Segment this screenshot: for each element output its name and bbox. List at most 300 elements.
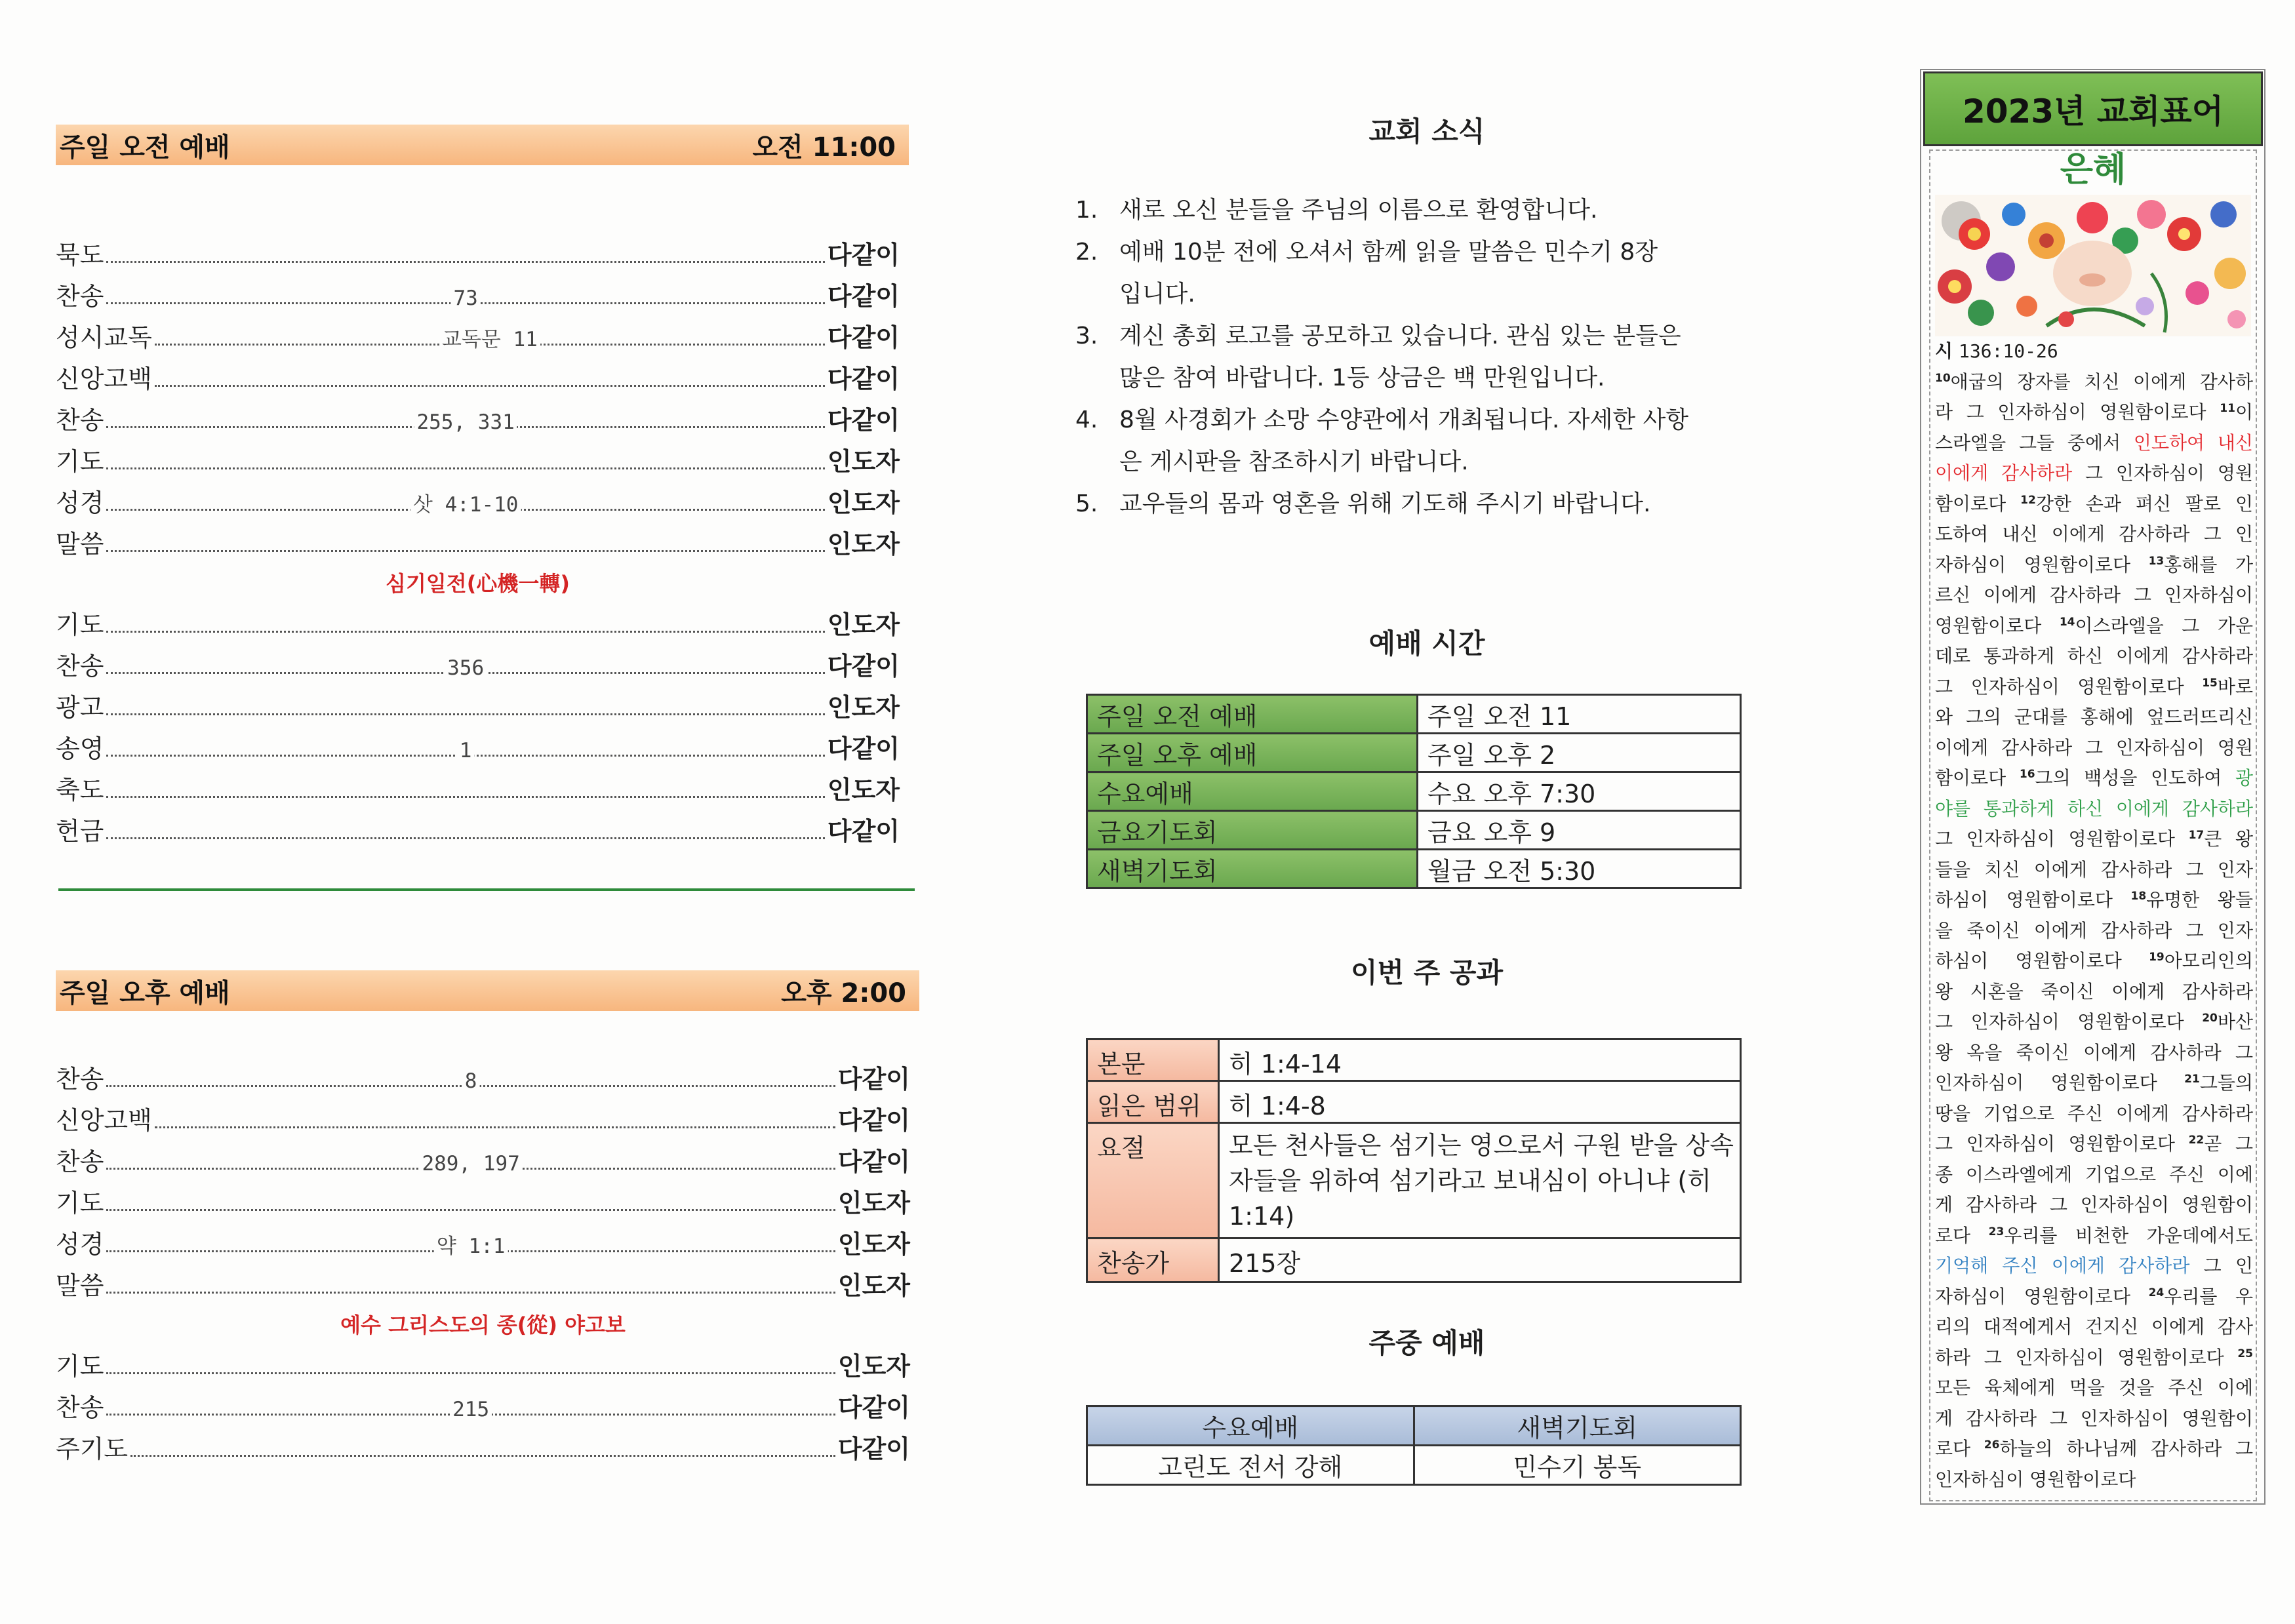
- dot-leader: [106, 1385, 835, 1426]
- order-item-detail: 289, 197: [419, 1153, 522, 1175]
- psalm-text-segment: 라 그 인자하심이 영원함이로다: [1935, 401, 2220, 423]
- psalm-line: [1935, 733, 2253, 764]
- psalm-line: [1935, 672, 2253, 703]
- leader-dots: [106, 631, 824, 633]
- order-item-leader: 다같이: [837, 1393, 910, 1422]
- verse-number: 13: [2148, 554, 2165, 568]
- psalm-line: [1935, 1251, 2253, 1282]
- news-text: 교우들의 몸과 영혼을 위해 기도해 주시기 바랍니다.: [1119, 490, 1651, 517]
- afternoon-service-time: 오후 2:00: [781, 978, 906, 1008]
- order-row: [56, 397, 900, 439]
- order-item-leader: 인도자: [827, 693, 900, 722]
- verse-number: 19: [2149, 951, 2165, 964]
- psalm-text-segment: 모든 육체에게 먹을 것을 주신 이에: [1935, 1377, 2253, 1398]
- dot-leader: [106, 480, 824, 521]
- order-item-leader: 인도자: [827, 530, 900, 559]
- psalm-line: [1935, 1129, 2253, 1160]
- dot-leader: [106, 273, 824, 315]
- afternoon-service-title: 주일 오후 예배: [60, 978, 230, 1008]
- order-item-leader: 다같이: [837, 1435, 910, 1463]
- psalm-text-segment: 땅을 기업으로 주신 이에게 감사하라: [1935, 1102, 2253, 1124]
- psalm-line: [1935, 367, 2253, 398]
- psalm-line: [1935, 1343, 2253, 1374]
- order-item-detail: 교독문 11: [439, 328, 540, 351]
- psalm-text-segment: 우리를 비천한 가운데에서도: [2004, 1224, 2253, 1246]
- psalm-text-segment: 종 이스라엘에게 기업으로 주신 이에: [1935, 1163, 2253, 1185]
- schedule-service: 주일 오후 예배: [1087, 734, 1418, 772]
- news-item: [1075, 189, 1688, 231]
- lesson-table: [1086, 1038, 1742, 1283]
- psalm-line: [1935, 580, 2253, 611]
- order-item-label: 찬송: [56, 406, 104, 435]
- schedule-service: 금요기도회: [1087, 811, 1418, 850]
- weekday-value: 고린도 전서 강해: [1087, 1446, 1414, 1485]
- psalm-line: [1935, 977, 2253, 1008]
- order-item-leader: 다같이: [827, 406, 900, 435]
- psalm-line: [1935, 1160, 2253, 1191]
- schedule-service: 수요예배: [1087, 772, 1418, 811]
- psalm-line: [1935, 1282, 2253, 1313]
- psalm-text-segment: 자하심이 영원함이로다: [1935, 553, 2149, 576]
- psalm-text-segment: 그 인자하심이 영원: [2072, 462, 2253, 484]
- lesson-verse: [1219, 1123, 1741, 1238]
- order-row: [56, 1221, 910, 1263]
- order-item-label: 송영: [56, 734, 104, 763]
- sermon-title-note: 심기일전(心機一轉): [386, 571, 570, 596]
- highlighted-text: 광: [2235, 767, 2253, 789]
- news-list: [1075, 189, 1688, 525]
- order-row: [56, 1180, 910, 1221]
- order-row: [56, 1343, 910, 1385]
- psalm-text-segment: 들을 치신 이에게 감사하라 그 인자: [1935, 858, 2253, 881]
- news-indent: [1075, 273, 1119, 315]
- order-item-leader: 다같이: [827, 817, 900, 846]
- news-title: 교회 소식: [1368, 115, 1485, 148]
- verse-number: 10: [1935, 371, 1951, 385]
- schedule-table: [1086, 694, 1742, 889]
- morning-service-header: [56, 125, 909, 165]
- verse-number: 23: [1988, 1225, 2005, 1238]
- lesson-hymn-label: 찬송가: [1087, 1238, 1219, 1282]
- verse-number: 11: [2220, 402, 2235, 415]
- order-row: [56, 232, 900, 273]
- dot-leader: [106, 1056, 835, 1098]
- morning-service-title: 주일 오전 예배: [60, 132, 230, 163]
- table-row: [1087, 695, 1741, 734]
- order-row: [56, 602, 900, 643]
- verse-number: 14: [2059, 615, 2075, 629]
- order-item-label: 찬송: [56, 282, 104, 311]
- news-item-continued: [1075, 357, 1688, 399]
- schedule-time: 월금 오전 5:30: [1418, 850, 1741, 888]
- verse-number: 21: [2184, 1073, 2200, 1086]
- psalm-line: [1935, 1190, 2253, 1221]
- order-item-label: 광고: [56, 693, 104, 722]
- psalm-reference: [1935, 336, 2253, 367]
- lesson-reading-label: 읽은 범위: [1087, 1081, 1219, 1123]
- order-row: [56, 808, 900, 850]
- leader-dots: [106, 550, 824, 552]
- psalm-text-segment: 게 감사하라 그 인자하심이 영원함이: [1935, 1194, 2253, 1216]
- news-indent: [1075, 357, 1119, 399]
- order-item-label: 말씀: [56, 530, 104, 559]
- news-item: [1075, 483, 1688, 525]
- dot-leader: [106, 808, 824, 850]
- psalm-text-segment: 그 인자하심이 영원함이로다: [1935, 1133, 2189, 1155]
- psalm-line: [1935, 916, 2253, 947]
- dot-leader: [106, 439, 824, 480]
- verse-number: 26: [1984, 1438, 2000, 1452]
- psalm-line: [1935, 641, 2253, 672]
- psalm-text-segment: 하심이 영원함이로다: [1935, 950, 2149, 972]
- order-item-label: 성경: [56, 1230, 104, 1259]
- verse-number: 12: [2020, 493, 2036, 507]
- news-text: 새로 오신 분들을 주님의 이름으로 환영합니다.: [1119, 197, 1598, 224]
- order-item-detail: 215: [450, 1398, 492, 1421]
- weekday-header: 수요예배: [1087, 1406, 1414, 1446]
- order-item-leader: 인도자: [827, 610, 900, 639]
- schedule-time: 주일 오후 2: [1418, 734, 1741, 772]
- psalm-text-segment: 함이로다: [1935, 767, 2020, 789]
- verse-number: 16: [2019, 768, 2035, 781]
- order-row: [56, 521, 900, 563]
- dot-leader: [106, 684, 824, 726]
- psalm-text-segment: 영원함이로다: [1935, 614, 2060, 637]
- psalm-text-segment: 이에게 감사하라 그 인자하심이 영원: [1935, 736, 2253, 759]
- psalm-line: [1935, 1221, 2253, 1252]
- psalm-line: [1935, 1312, 2253, 1343]
- highlighted-text: 기억해 주신 이에게 감사하라: [1935, 1255, 2190, 1277]
- psalm-text-segment: 바산: [2217, 1011, 2253, 1033]
- dot-leader: [155, 315, 825, 356]
- morning-order-list: [56, 232, 900, 850]
- order-item-leader: 다같이: [837, 1147, 910, 1176]
- psalm-text-segment: 홍해를 가: [2164, 553, 2253, 576]
- order-item-leader: 다같이: [827, 365, 900, 393]
- order-row: [56, 273, 900, 315]
- order-item-label: 기도: [56, 1189, 104, 1218]
- psalm-line: [1935, 885, 2253, 916]
- order-row: [56, 1098, 910, 1139]
- psalm-text-segment: 자하심이 영원함이로다: [1935, 1285, 2149, 1307]
- news-text: 계신 총회 로고를 공모하고 있습니다. 관심 있는 분들은: [1119, 323, 1681, 349]
- order-item-label: 기도: [56, 610, 104, 639]
- table-row: [1087, 850, 1741, 888]
- dot-leader: [106, 1180, 835, 1221]
- dot-leader: [106, 397, 824, 439]
- psalm-line: [1935, 1099, 2253, 1130]
- order-item-detail: 1: [457, 740, 475, 762]
- weekday-table: [1086, 1405, 1742, 1486]
- order-item-leader: 다같이: [837, 1106, 910, 1135]
- dot-leader: [106, 1139, 835, 1180]
- table-row: [1087, 734, 1741, 772]
- dot-leader: [106, 232, 824, 273]
- psalm-text-segment: 그 인: [2189, 1255, 2253, 1277]
- dot-leader: [106, 521, 824, 563]
- news-number: 5.: [1075, 490, 1098, 517]
- order-item-label: 기도: [56, 447, 104, 476]
- psalm-line: [1935, 1038, 2253, 1069]
- verse-number: 24: [2148, 1286, 2165, 1299]
- dot-leader: [106, 602, 824, 643]
- afternoon-order-list: [56, 1056, 910, 1467]
- psalm-text-segment: 와 그의 군대를 홍해에 엎드러뜨리신: [1935, 706, 2253, 728]
- verse-number: 25: [2237, 1347, 2253, 1360]
- dot-leader: [106, 767, 824, 808]
- psalm-text-segment: 바로: [2217, 675, 2253, 698]
- psalm-line: [1935, 458, 2253, 489]
- order-item-label: 찬송: [56, 652, 104, 681]
- psalm-text: [1935, 336, 2253, 1495]
- psalm-book: 시: [1935, 340, 1953, 362]
- dot-leader: [106, 726, 824, 767]
- order-row: [56, 1139, 910, 1180]
- order-item-leader: 다같이: [827, 652, 900, 681]
- psalm-text-segment: 리의 대적에게서 건지신 이에게 감사: [1935, 1316, 2253, 1337]
- news-number: 1.: [1075, 197, 1098, 224]
- lesson-reading: 히 1:4-8: [1219, 1081, 1741, 1123]
- news-item: [1075, 315, 1688, 357]
- psalm-text-segment: 곧 그: [2204, 1133, 2253, 1155]
- order-row: [56, 684, 900, 726]
- psalm-line: [1935, 550, 2253, 581]
- dot-leader: [106, 1343, 835, 1385]
- highlighted-text: 야를 통과하게 하신 이에게 감사하라: [1935, 797, 2253, 820]
- order-item-label: 성시교독: [56, 323, 152, 352]
- psalm-text-segment: 하심이 영원함이로다: [1935, 889, 2131, 911]
- psalm-line: [1935, 1434, 2253, 1465]
- schedule-service: 새벽기도회: [1087, 850, 1418, 888]
- verse-number: 20: [2202, 1012, 2218, 1025]
- schedule-title: 예배 시간: [1368, 627, 1485, 660]
- psalm-text-segment: 데로 통과하게 하신 이에게 감사하라: [1935, 645, 2253, 667]
- psalm-text-segment: 그들의: [2199, 1072, 2253, 1094]
- order-item-label: 묵도: [56, 241, 104, 269]
- psalm-line: [1935, 519, 2253, 550]
- order-row: [56, 1426, 910, 1467]
- verse-number: 15: [2202, 676, 2218, 690]
- news-text: 입니다.: [1119, 281, 1195, 307]
- order-item-leader: 다같이: [837, 1065, 910, 1094]
- psalm-text-segment: 인자하심이 영원함이로다: [1935, 1468, 2136, 1490]
- news-indent: [1075, 441, 1119, 483]
- psalm-text-segment: 유명한 왕들: [2146, 889, 2253, 911]
- news-item-continued: [1075, 441, 1688, 483]
- psalm-line: [1935, 946, 2253, 977]
- dot-leader: [106, 643, 824, 684]
- leader-dots: [106, 713, 824, 715]
- psalm-range: 136:10-26: [1958, 340, 2058, 362]
- order-row: [56, 643, 900, 684]
- table-header-row: [1087, 1406, 1741, 1446]
- weekday-value: 민수기 봉독: [1414, 1446, 1741, 1485]
- schedule-time: 금요 오후 9: [1418, 811, 1741, 850]
- leader-dots: [106, 837, 824, 839]
- leader-dots: [155, 385, 825, 387]
- psalm-line: [1935, 824, 2253, 855]
- order-item-label: 주기도: [56, 1435, 129, 1463]
- psalm-text-segment: 하늘의 하나님께 감사하라 그: [1999, 1438, 2253, 1459]
- weekday-title: 주중 예배: [1368, 1327, 1485, 1359]
- psalm-text-segment: 게 감사하라 그 인자하심이 영원함이: [1935, 1407, 2253, 1429]
- lesson-hymn: 215장: [1219, 1238, 1741, 1282]
- psalm-text-segment: 이: [2235, 401, 2253, 423]
- order-item-leader: 다같이: [827, 323, 900, 352]
- order-item-leader: 다같이: [827, 282, 900, 311]
- news-item-continued: [1075, 273, 1688, 315]
- news-item: [1075, 399, 1688, 441]
- psalm-text-segment: 이스라엘을 그 가운: [2075, 614, 2253, 637]
- order-item-leader: 인도자: [827, 447, 900, 476]
- order-item-label: 성경: [56, 488, 104, 517]
- psalm-text-segment: 그 인자하심이 영원함이로다: [1935, 675, 2203, 698]
- psalm-text-segment: 을 죽이신 이에게 감사하라 그 인자: [1935, 919, 2253, 941]
- order-item-detail: 356: [445, 657, 487, 679]
- leader-dots: [106, 1292, 835, 1294]
- order-item-leader: 인도자: [827, 776, 900, 804]
- verse-number: 18: [2130, 890, 2147, 903]
- psalm-line: [1935, 397, 2253, 428]
- psalm-text-segment: 함이로다: [1935, 492, 2021, 515]
- order-item-leader: 인도자: [837, 1352, 910, 1381]
- order-item-label: 헌금: [56, 817, 104, 846]
- leader-dots: [130, 1455, 835, 1457]
- psalm-line: [1935, 1068, 2253, 1099]
- highlighted-text: 인도하여 내신: [2133, 431, 2253, 454]
- psalm-text-segment: 그 인자하심이 영원함이로다: [1935, 828, 2189, 850]
- order-item-leader: 인도자: [837, 1189, 910, 1218]
- psalm-text-segment: 인자하심이 영원함이로다: [1935, 1072, 2185, 1094]
- psalm-text-segment: 큰 왕: [2204, 828, 2253, 850]
- psalm-line: [1935, 1373, 2253, 1404]
- dot-leader: [155, 1098, 835, 1139]
- table-row: [1087, 1446, 1741, 1485]
- schedule-time: 수요 오후 7:30: [1418, 772, 1741, 811]
- lesson-verse-label: 요절: [1087, 1123, 1219, 1238]
- psalm-text-segment: 하라 그 인자하심이 영원함이로다: [1935, 1346, 2238, 1368]
- sermon-title-note: 예수 그리스도의 종(從) 야고보: [340, 1313, 626, 1337]
- order-item-leader: 다같이: [827, 734, 900, 763]
- leader-dots: [106, 1372, 835, 1374]
- order-item-label: 찬송: [56, 1065, 104, 1094]
- order-item-label: 말씀: [56, 1271, 104, 1300]
- order-row: [56, 1056, 910, 1098]
- psalm-text-segment: 애굽의 장자를 치신 이에게 감사하: [1950, 370, 2253, 393]
- news-text: 예배 10분 전에 오셔서 함께 읽을 말씀은 민수기 8장: [1119, 239, 1658, 266]
- psalm-text-segment: 그 인자하심이 영원함이로다: [1935, 1011, 2203, 1033]
- lesson-text-label: 본문: [1087, 1039, 1219, 1081]
- leader-dots: [106, 467, 824, 469]
- dot-leader: [130, 1426, 835, 1467]
- table-row: [1087, 811, 1741, 850]
- psalm-line: [1935, 1007, 2253, 1038]
- psalm-text-segment: 르신 이에게 감사하라 그 인자하심이: [1935, 584, 2253, 606]
- psalm-text-segment: 도하여 내신 이에게 감사하라 그 인: [1935, 523, 2253, 545]
- weekday-header: 새벽기도회: [1414, 1406, 1741, 1446]
- news-number: 3.: [1075, 323, 1098, 349]
- order-item-label: 축도: [56, 776, 104, 804]
- order-item-leader: 인도자: [837, 1230, 910, 1259]
- psalm-text-segment: 왕 옥을 죽이신 이에게 감사하라 그: [1935, 1041, 2253, 1063]
- psalm-text-segment: 스라엘을 그들 중에서: [1935, 431, 2134, 454]
- order-item-detail: 255, 331: [414, 411, 517, 433]
- psalm-line: [1935, 855, 2253, 886]
- psalm-text-segment: 로다: [1935, 1224, 1989, 1246]
- verse-line: 자들을 위하여 섬기라고 보내심이 아니냐 (히: [1229, 1166, 1711, 1195]
- dot-leader: [106, 1263, 835, 1304]
- news-text: 많은 참여 바랍니다. 1등 상금은 백 만원입니다.: [1119, 365, 1605, 391]
- lesson-text: 히 1:4-14: [1219, 1039, 1741, 1081]
- psalm-line: [1935, 702, 2253, 733]
- lesson-title: 이번 주 공과: [1350, 957, 1504, 989]
- motto-title: 2023년 교회표어: [1923, 71, 2263, 146]
- psalm-text-segment: 강한 손과 펴신 팔로 인: [2035, 492, 2253, 515]
- order-item-label: 찬송: [56, 1393, 104, 1422]
- order-item-detail: 73: [450, 287, 480, 309]
- order-item-label: 신앙고백: [56, 365, 152, 393]
- highlighted-text: 이에게 감사하라: [1935, 462, 2073, 484]
- verse-line: 모든 천사들은 섬기는 영으로서 구원 받을 상속: [1229, 1131, 1734, 1160]
- leader-dots: [155, 1126, 835, 1128]
- order-row: [56, 767, 900, 808]
- psalm-line: [1935, 763, 2253, 794]
- order-item-leader: 다같이: [827, 241, 900, 269]
- order-row: [56, 480, 900, 521]
- order-row: [56, 439, 900, 480]
- news-item: [1075, 231, 1688, 273]
- order-item-detail: 약 1:1: [434, 1235, 508, 1258]
- news-text: 8월 사경회가 소망 수양관에서 개최됩니다. 자세한 사항: [1119, 406, 1689, 433]
- psalm-text-segment: 로다: [1935, 1438, 1984, 1459]
- morning-service-time: 오전 11:00: [752, 132, 896, 163]
- psalm-text-segment: 왕 시혼을 죽이신 이에게 감사하라: [1935, 980, 2253, 1002]
- order-row: [56, 1263, 910, 1304]
- order-item-leader: 인도자: [827, 488, 900, 517]
- order-item-label: 찬송: [56, 1147, 104, 1176]
- table-row: [1087, 1039, 1741, 1081]
- psalm-line: [1935, 794, 2253, 825]
- psalm-text-segment: 아모리인의: [2164, 950, 2253, 972]
- psalm-line: [1935, 428, 2253, 459]
- psalm-text-segment: 우리를 우: [2164, 1285, 2253, 1307]
- order-row: [56, 315, 900, 356]
- psalm-line: [1935, 1404, 2253, 1435]
- order-item-detail: 8: [462, 1070, 480, 1092]
- psalm-line: [1935, 611, 2253, 642]
- psalm-line: [1935, 1465, 2253, 1495]
- news-number: 2.: [1075, 239, 1098, 266]
- leader-dots: [106, 261, 824, 263]
- afternoon-service-header: [56, 970, 919, 1011]
- news-text: 은 게시판을 참조하시기 바랍니다.: [1119, 448, 1469, 475]
- motto-word: 은혜: [2060, 150, 2126, 189]
- order-item-label: 신앙고백: [56, 1106, 152, 1135]
- order-row: [56, 1385, 910, 1426]
- order-item-detail: 삿 4:1-10: [410, 494, 521, 516]
- table-row: [1087, 1081, 1741, 1123]
- flower-illustration: [1935, 195, 2251, 336]
- dot-leader: [155, 356, 825, 397]
- news-number: 4.: [1075, 406, 1098, 433]
- order-item-label: 기도: [56, 1352, 104, 1381]
- section-divider: [58, 888, 915, 891]
- verse-number: 22: [2188, 1134, 2205, 1147]
- table-row: [1087, 1238, 1741, 1282]
- order-row: [56, 726, 900, 767]
- order-item-leader: 인도자: [837, 1271, 910, 1300]
- dot-leader: [106, 1221, 835, 1263]
